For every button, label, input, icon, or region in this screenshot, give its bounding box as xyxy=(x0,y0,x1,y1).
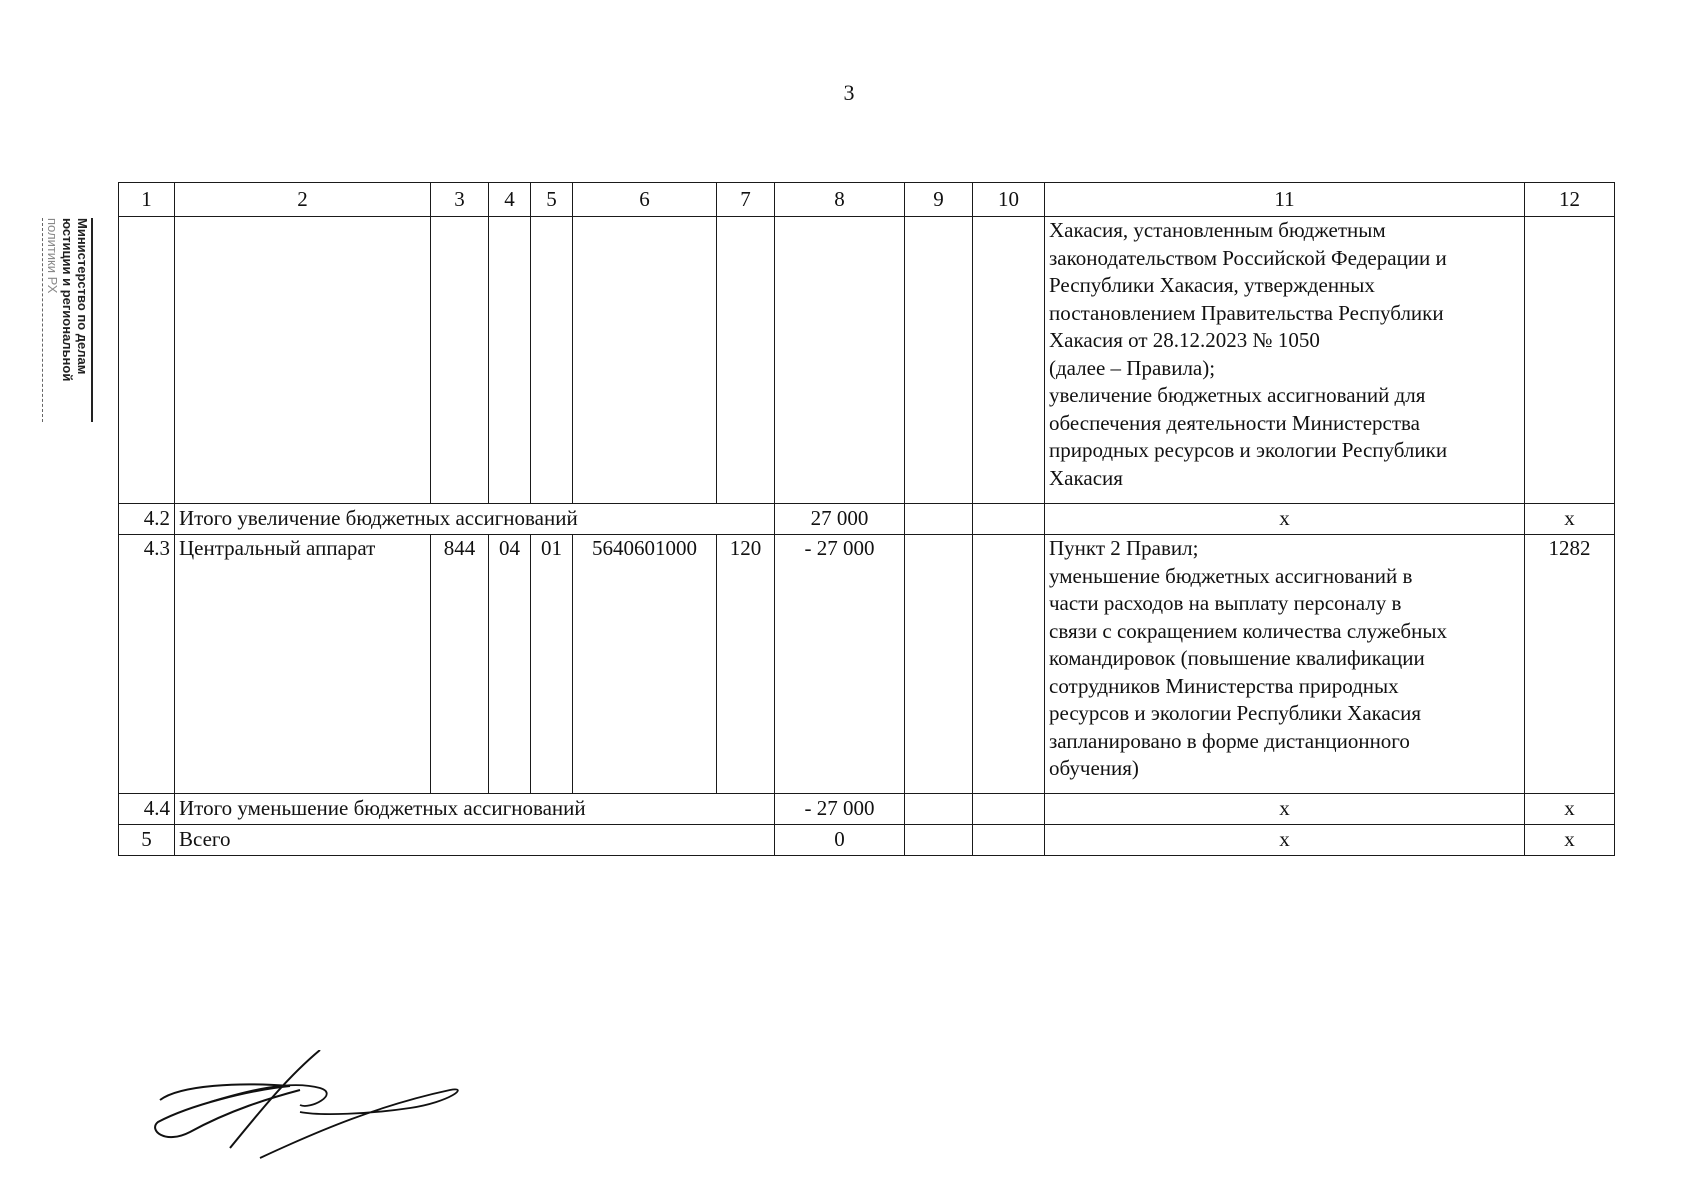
row-number: 4.2 xyxy=(119,504,175,535)
justification-line: постановлением Правительства Республики xyxy=(1049,300,1444,325)
header-cell: 11 xyxy=(1045,183,1525,217)
note-cell: 1282 xyxy=(1525,535,1615,794)
note-cell: х xyxy=(1525,794,1615,825)
justification-cell: х xyxy=(1045,504,1525,535)
header-cell: 5 xyxy=(531,183,573,217)
ministry-code: 844 xyxy=(431,535,489,794)
stamp-line-3: политики РХ xyxy=(45,218,60,294)
justification-line: природных ресурсов и экологии Республики xyxy=(1049,438,1448,462)
header-cell: 12 xyxy=(1525,183,1615,217)
handwritten-signature xyxy=(150,1050,460,1160)
justification-line: запланировано в форме дистанционного xyxy=(1049,728,1410,753)
expense-name: Центральный аппарат xyxy=(175,535,431,794)
header-cell: 9 xyxy=(905,183,973,217)
justification-line: Хакасия, установленным бюджетным xyxy=(1049,218,1386,242)
justification-line: обучения) xyxy=(1049,756,1139,780)
row-label: Всего xyxy=(175,825,775,856)
justification-line: части расходов на выплату персоналу в xyxy=(1049,591,1402,615)
header-cell: 3 xyxy=(431,183,489,217)
section-code: 04 xyxy=(489,535,531,794)
stamp-text xyxy=(45,218,90,422)
table-row-total-decrease xyxy=(119,794,1615,825)
justification-line: обеспечения деятельности Министерства xyxy=(1049,410,1421,435)
budget-table xyxy=(118,182,1615,856)
subsection-code: 01 xyxy=(531,535,573,794)
justification-line: сотрудников Министерства природных xyxy=(1049,673,1399,698)
header-cell: 7 xyxy=(717,183,775,217)
table-row-continuation xyxy=(119,217,1615,504)
amount-cell: 27 000 xyxy=(775,504,905,535)
header-cell: 2 xyxy=(175,183,431,217)
note-cell: х xyxy=(1525,825,1615,856)
row-number: 4.3 xyxy=(119,535,175,794)
note-cell: х xyxy=(1525,504,1615,535)
target-article-code: 5640601000 xyxy=(573,535,717,794)
justification-cell xyxy=(1045,535,1525,794)
justification-line: Республики Хакасия, утвержденных xyxy=(1049,273,1375,297)
stamp-line-2: юстиции и региональной xyxy=(60,218,75,382)
justification-line: связи с сокращением количества служебных xyxy=(1049,618,1447,643)
justification-line: Хакасия xyxy=(1049,465,1123,490)
justification-line: командировок (повышение квалификации xyxy=(1049,646,1425,670)
justification-cell xyxy=(1045,217,1525,504)
table-row-central-apparatus xyxy=(119,535,1615,794)
row-number: 5 xyxy=(119,825,175,856)
stamp-line-1: Министерство по делам xyxy=(75,218,90,375)
justification-line: ресурсов и экологии Республики Хакасия xyxy=(1049,701,1422,725)
header-cell: 4 xyxy=(489,183,531,217)
amount-cell: - 27 000 xyxy=(775,794,905,825)
justification-cell: х xyxy=(1045,825,1525,856)
table-header-row xyxy=(119,183,1615,217)
header-cell: 8 xyxy=(775,183,905,217)
header-cell: 6 xyxy=(573,183,717,217)
expense-type-code: 120 xyxy=(717,535,775,794)
registration-stamp xyxy=(28,210,98,430)
header-cell: 1 xyxy=(119,183,175,217)
table-row-total xyxy=(119,825,1615,856)
justification-line: Хакасия от 28.12.2023 № 1050 xyxy=(1049,328,1320,352)
justification-cell: х xyxy=(1045,794,1525,825)
justification-line: (далее – Правила); xyxy=(1049,355,1216,380)
justification-line: уменьшение бюджетных ассигнований в xyxy=(1049,563,1413,588)
justification-line: Пункт 2 Правил; xyxy=(1049,536,1199,560)
header-cell: 10 xyxy=(973,183,1045,217)
row-label: Итого увеличение бюджетных ассигнований xyxy=(175,504,775,535)
table-row-total-increase xyxy=(119,504,1615,535)
row-label: Итого уменьшение бюджетных ассигнований xyxy=(175,794,775,825)
justification-line: увеличение бюджетных ассигнований для xyxy=(1049,383,1426,407)
page-number: 3 xyxy=(843,80,855,105)
amount-cell: 0 xyxy=(775,825,905,856)
row-number: 4.4 xyxy=(119,794,175,825)
amount-cell: - 27 000 xyxy=(775,535,905,794)
justification-line: законодательством Российской Федерации и xyxy=(1049,245,1447,270)
